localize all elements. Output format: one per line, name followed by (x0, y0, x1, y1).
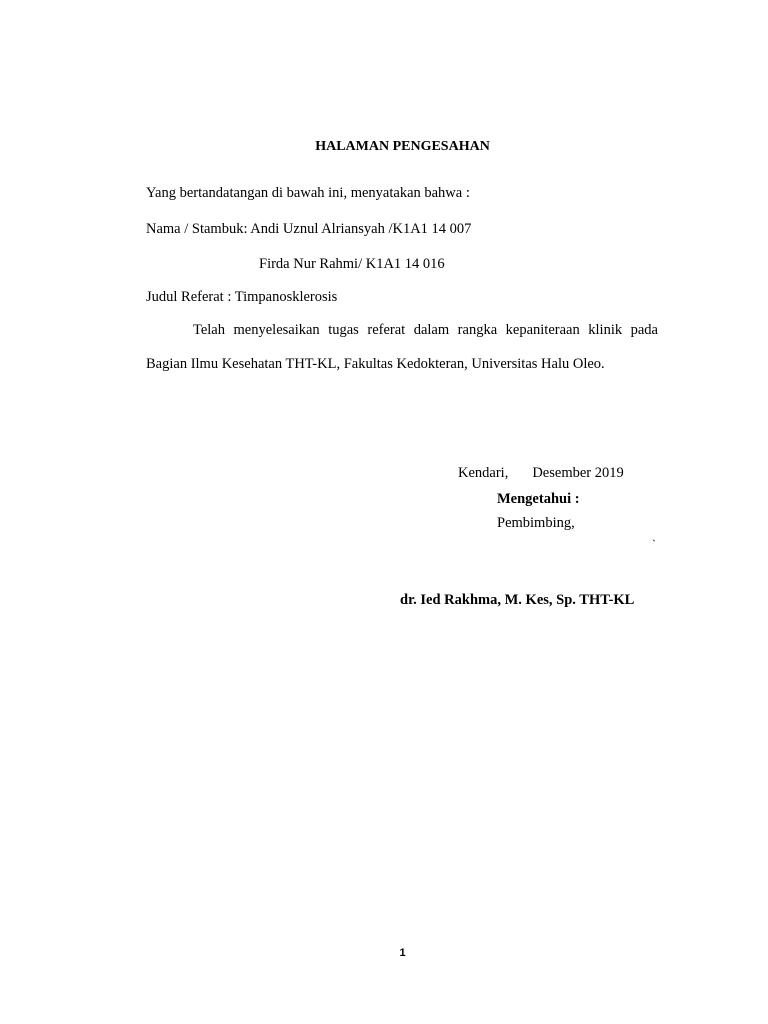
page-title: HALAMAN PENGESAHAN (315, 139, 490, 154)
statement-paragraph-line-1: Telah menyelesaikan tugas referat dalam rangka kepaniteraan klinik pada (193, 322, 658, 338)
second-student-line: Firda Nur Rahmi/ K1A1 14 016 (259, 256, 445, 272)
stray-mark: ` (652, 537, 656, 551)
supervisor-role-label: Pembimbing, (497, 515, 575, 531)
referat-title-line: Judul Referat : Timpanosklerosis (146, 289, 338, 305)
page-number: 1 (399, 947, 406, 959)
intro-statement: Yang bertandatangan di bawah ini, menyatakan bahwa : (146, 185, 470, 201)
date-label: Desember 2019 (532, 465, 624, 481)
place-label: Kendari, (458, 465, 509, 481)
place-date-line (458, 465, 624, 482)
statement-paragraph-line-2: Bagian Ilmu Kesehatan THT-KL, Fakultas Kedokteran, Universitas Halu Oleo. (146, 356, 605, 372)
supervisor-name: dr. Ied Rakhma, M. Kes, Sp. THT-KL (400, 592, 635, 608)
acknowledged-label: Mengetahui : (497, 491, 580, 507)
name-student-id-line: Nama / Stambuk: Andi Uznul Alriansyah /K1A1 14 007 (146, 221, 472, 237)
